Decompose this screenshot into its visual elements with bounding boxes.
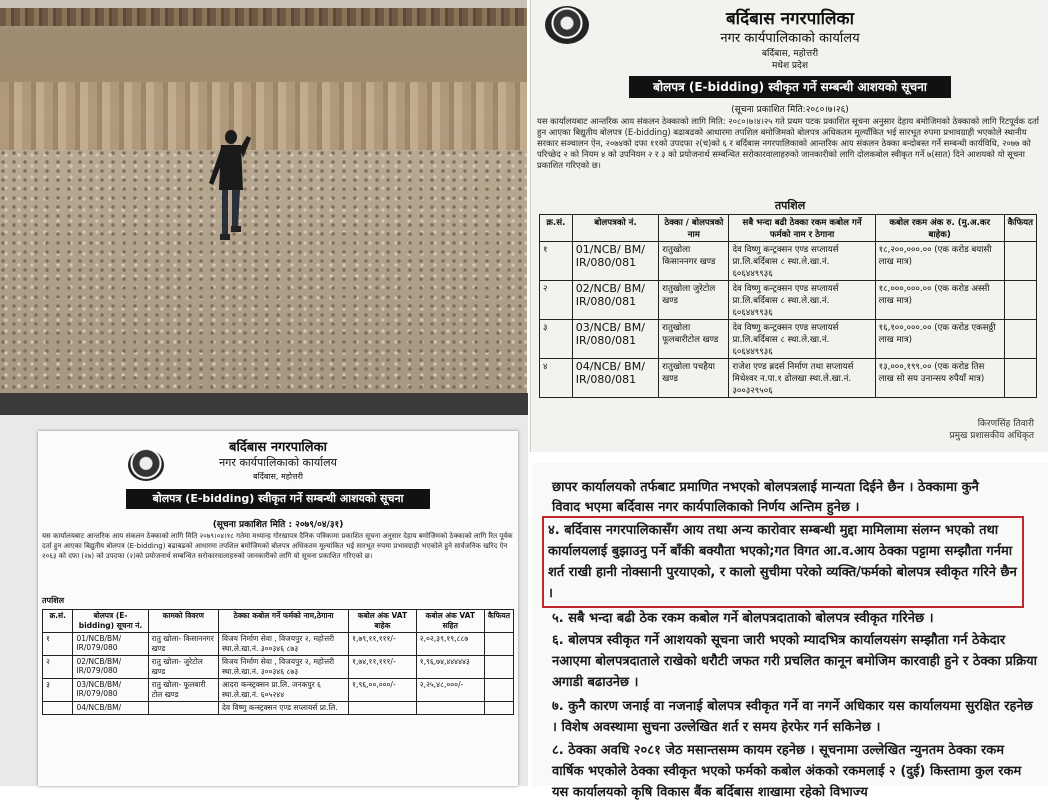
header-cell: क्र.सं. <box>540 215 573 242</box>
cell-firm: विजय निर्माण सेवा , विजयपुर २, महोत्तरी स्था.ले.खा.नं. ३००३४६ ८७३ <box>218 633 348 656</box>
cell-remark <box>1004 359 1036 398</box>
term-7: ७. कुनै कारण जनाई वा नजनाई बोलपत्र स्वीकृत गर्ने वा नगर्ने अधिकार यस कार्यालयमा सुरक्षित रहनेछ । विशेष अवस्थामा सुचना उल्लेखित शर्त र समय हेरफेर गर्न सकिनेछ । <box>552 699 1033 735</box>
gravel-riverbed <box>0 150 527 393</box>
cell-sn: ४ <box>540 359 573 398</box>
address-line-2: मधेश प्रदेश <box>772 61 808 71</box>
header-cell: कबोल रकम अंक रु. (मु.अ.कर बाहेक) <box>875 215 1004 242</box>
bid-table <box>42 609 514 715</box>
table-row <box>540 242 1037 281</box>
office-subtitle: नगर कार्यपालिकाको कार्यालय <box>219 456 337 469</box>
header-cell: ठेक्का / बोलपत्रको नाम <box>659 215 729 242</box>
cell-sn: ३ <box>540 320 573 359</box>
table-row <box>540 359 1037 398</box>
cell-remark <box>1004 281 1036 320</box>
cell-firm: राजेश एण्ड ब्रदर्स निर्माण तथा सप्लायर्स मिथेश्वर न.पा.१ ढोलखा स्था.ले.खा.नं. ३००३२९५०६ <box>729 359 875 398</box>
table-row <box>540 281 1037 320</box>
cell-firm: देव विष्णु कन्ट्रक्सन एण्ड सप्लायर्स प्रा.लि.बर्दिबास ८ स्था.ले.खा.नं. ६०६४४९९३६ <box>729 281 875 320</box>
notice-banner: बोलपत्र (E-bidding) स्वीकृत गर्ने सम्बन्धी आशयको सूचना <box>126 489 430 509</box>
cell-no: 03/NCB/ BM/ IR/080/081 <box>572 320 658 359</box>
header-cell: बोलपत्रको नं. <box>572 215 658 242</box>
tree-line <box>0 8 527 26</box>
cell-no: 02/NCB/BM/ IR/079/080 <box>73 656 148 679</box>
cell-amount: १६,१००,०००.०० (एक करोड एकसठ्ठी लाख मात्र) <box>875 320 1004 359</box>
header-cell: कैफियत <box>1004 215 1036 242</box>
notice-body: यस कार्यालयबाट आन्तरिक आय संकलन ठेक्काको लागि मिति २०७९।०४।१८ गतेमा मध्यान्ह गोरखापत्र दैनिक पत्रिकामा प्रकाशित सूचना अनुसार देहाय बमोजिमको ठेक्काको लागि रित पूर्वक दर्ता हुन आएका बिद्युतीय बोलपत्र (E-bidding) बढाबढको आधारमा तपशिल बमोजिमको बोलपत्र अधिकतम मूल्यांकित भई सारभूत रुपमा प्रभावग्राही भएकोले हुने सार्वजनिक खरिद ऐन २०६३ को दफा (२७) को उपदफा (२)को प्रयोजनार्थ सम्बन्धित सरोकारवालाहरुको जानकारीको लागि यो सूचना प्रकाशित गरिएको छ। <box>42 532 513 560</box>
cell-sn: २ <box>540 281 573 320</box>
cell-remark <box>484 656 513 679</box>
cell-remark <box>1004 242 1036 281</box>
cell-no: 01/NCB/BM/ IR/079/080 <box>73 633 148 656</box>
cell-remark <box>484 679 513 702</box>
cell-vat_ex: १,७४,११,१११/- <box>349 656 417 679</box>
table-row <box>43 656 514 679</box>
notice-top <box>530 0 1048 452</box>
term-8: ८. ठेक्का अवधि २०८१ जेठ मसान्तसम्म कायम रहनेछ । सूचनामा उल्लेखित न्युनतम ठेक्का रकम वार्षिक भएकोले ठेक्का स्वीकृत भएको फर्मको कबोल अंकको रकमलाई २ (दुई) किस्तामा कुल रकम यस कार्यालयको कृषि विकास बैंक बर्दिबास शाखामा रहेको विभाज्य <box>552 743 1022 800</box>
table-row <box>43 633 514 656</box>
cell-no: 03/NCB/BM/ IR/079/080 <box>73 679 148 702</box>
notice-page <box>38 431 518 786</box>
published-date: (सूचना प्रकाशित मिति:२०८०।७।२६) <box>731 105 849 115</box>
header-cell: कबोल अंक VAT सहित <box>416 610 484 633</box>
cell-amount: १८,०००,०००.०० (एक करोड अस्सी लाख मात्र) <box>875 281 1004 320</box>
cell-work: रातु खोला- जुरेटोल खण्ड <box>148 656 218 679</box>
signer-name: किरणसिंह तिवारी <box>977 419 1034 429</box>
term-5: ५. सबै भन्दा बढी ठेक रकम कबोल गर्ने बोलपत्रदाताको बोलपत्र स्वीकृत गरिनेछ । <box>552 611 934 626</box>
excavated-bank <box>0 82 527 154</box>
section-title: तपशिल <box>774 199 806 212</box>
cell-no: 01/NCB/ BM/ IR/080/081 <box>572 242 658 281</box>
cell-vat_in: १,९६,७४,४४४४४३ <box>416 656 484 679</box>
notice-banner: बोलपत्र (E-bidding) स्वीकृत गर्ने सम्बन्धी आशयको सूचना <box>629 76 951 98</box>
cell-vat_ex: १,७९,११,१११/- <box>349 633 417 656</box>
cell-sn <box>43 702 73 715</box>
cell-sn: ३ <box>43 679 73 702</box>
cell-work: रातु खोला- किसाननगर खण्ड <box>148 633 218 656</box>
cell-sn: १ <box>540 242 573 281</box>
header-cell: सबै भन्दा बढी ठेक्का रकम कबोल गर्ने फर्मको नाम र ठेगाना <box>729 215 875 242</box>
header-cell: ठेक्का कबोल गर्ने फर्मको नाम,ठेगाना <box>218 610 348 633</box>
term-6: ६. बोलपत्र स्वीकृत गर्ने आशयको सूचना जारी भएको म्यादभित्र कार्यालयसंग सम्झौता गर्न ठेकेदार नआएमा बोलपत्रदाताले राखेको धरौटी जफत गरी प्रचलित कानून बमोजिम कारवाही हुने र ठेक्का प्रक्रिया अगाडी बढाउनेछ । <box>552 633 1038 690</box>
header-cell: बोलपत्र (E-bidding) सूचना नं. <box>73 610 148 633</box>
table-row <box>43 702 514 715</box>
term-line: विवाद भएमा बर्दिवास नगर कार्यपालिकाको निर्णय अन्तिम हुनेछ । <box>552 500 860 515</box>
notice-terms-clip <box>532 463 1048 800</box>
cell-name: रातुखोला किसाननगर खण्ड <box>659 242 729 281</box>
table-header-row <box>43 610 514 633</box>
cell-work <box>148 702 218 715</box>
office-title: बर्दिबास नगरपालिका <box>725 9 855 29</box>
office-subtitle: नगर कार्यपालिकाको कार्यालय <box>720 31 860 46</box>
cell-amount: १८,२००,०००.०० (एक करोड बयासी लाख मात्र) <box>875 242 1004 281</box>
riverbed-photo <box>0 0 527 393</box>
cell-name: रातुखोला पचहैया खण्ड <box>659 359 729 398</box>
cell-no: 04/NCB/BM/ <box>73 702 148 715</box>
cell-remark <box>484 702 513 715</box>
cell-name: रातुखोला फूलबारीटोल खण्ड <box>659 320 729 359</box>
cell-firm: देव विष्णु कन्स्ट्रक्सन एण्ड सप्लायर्स प्रा.लि. <box>218 702 348 715</box>
bid-table <box>539 214 1037 398</box>
cell-no: 02/NCB/ BM/ IR/080/081 <box>572 281 658 320</box>
cell-vat_ex <box>349 702 417 715</box>
cell-firm: देव विष्णु कन्ट्रक्सन एण्ड सप्लायर्स प्रा.लि.बर्दिबास ८ स्था.ले.खा.नं. ६०६४४९९३६ <box>729 320 875 359</box>
cell-vat_in <box>416 702 484 715</box>
header-cell: क्र.सं. <box>43 610 73 633</box>
header-cell: कामको विवरण <box>148 610 218 633</box>
notice-bottom <box>0 393 528 786</box>
cell-sn: २ <box>43 656 73 679</box>
signer-title: प्रमुख प्रशासकीय अधिकृत <box>949 431 1034 441</box>
notice-body: यस कार्यालयबाट आन्तरिक आय संकलन ठेक्काको लागि मिति: २०८०।७।४।२५ गते प्रथम पटक प्रकाशित सूचना अनुसार देहाय बमोजिमको ठेक्काको लागि रिटपूर्वक दर्ता हुन आएका बिद्युतीय बोलपत्र (E-bidding) बढाबढको आधारमा तपशिल बमोजिमको बोलपत्र अधिकतम मूल्याँकित भई सारभूत रुपमा प्रभावग्राही भएकोले स्थानीय सरकार सञ्चालन ऐन, २०७४को दफा ११को उपदफा २(च)को ६ र बर्दिबास नगरपालिकाको आन्तरिक आय संकलन ठेक्का बन्दोबस्त गर्ने सम्बन्धी कार्यविधि, २०७७ को परिच्छेद २ को नियम ४ को उपनियम २ र ३ को प्रयोजनार्थ सम्बन्धित सरोकारवालाहरुको जानकारीको लागि दोलकबोल स्वीकृत गर्ने ७(सात) दिने आशयको यो सूचना प्रकाशित गरिएको छ। <box>537 116 1039 170</box>
cell-remark <box>1004 320 1036 359</box>
table-header-row <box>540 215 1037 242</box>
cell-vat_in: २,०२,३९,१९,८८७ <box>416 633 484 656</box>
term-4: ४. बर्दिवास नगरपालिकासँग आय तथा अन्य कारोवार सम्बन्धी मुद्दा मामिलामा संलग्न भएको तथा कार्यालयलाई बुझाउनु पर्ने बाँकी बक्यौता भएको;गत विगत आ.व.आय ठेक्का पट्टामा सम्झौता गर्नमा शर्त राखी हानी नोक्सानी पुरयाएको, र कालो सुचीमा परेको व्यक्ति/फर्मको बोलपत्र स्वीकृत गरिने छैन । <box>548 523 1017 601</box>
cell-no: 04/NCB/ BM/ IR/080/081 <box>572 359 658 398</box>
cell-firm: आदरा कन्स्ट्रक्सन प्रा.लि. जनकपुर ६ स्था.ले.खा.नं. ६०५२४४ <box>218 679 348 702</box>
office-title: बर्दिबास नगरपालिका <box>229 440 327 455</box>
table-row <box>43 679 514 702</box>
cell-sn: १ <box>43 633 73 656</box>
address-line-1: बर्दिबास, महोत्तरी <box>761 49 819 59</box>
cell-work: रातु खोला- फूलबारी टोल खण्ड <box>148 679 218 702</box>
cell-firm: विजय निर्माण सेवा , विजयपुर २, महोत्तरी स्था.ले.खा.नं. ३००३४६ ८७३ <box>218 656 348 679</box>
cell-remark <box>484 633 513 656</box>
screenshot-toolbar <box>0 393 528 415</box>
section-title: तपशिल <box>42 596 65 605</box>
header-cell: कबोल अंक VAT बाहेक <box>349 610 417 633</box>
cell-vat_ex: १,९६,००,०००/- <box>349 679 417 702</box>
term-line: छापर कार्यालयको तर्फबाट प्रमाणित नभएको बोलपत्रलाई मान्यता दिईने छैन । ठेक्कामा कुनै <box>552 480 979 495</box>
address-line: बर्दिबास, महोत्तरी <box>253 472 303 481</box>
header-cell: कैफियत <box>484 610 513 633</box>
table-row <box>540 320 1037 359</box>
cell-name: रातुखोला जुरेटोल खण्ड <box>659 281 729 320</box>
cell-firm: देव विष्णु कन्ट्रक्सन एण्ड सप्लायर्स प्रा.लि.बर्दिबास ८ स्था.ले.खा.नं. ६०६४४९९३६ <box>729 242 875 281</box>
cell-amount: १३,०००,१९९.०० (एक करोड तिस लाख सो सय उनान्सय रुपैयाँ मात्र) <box>875 359 1004 398</box>
person-icon <box>207 128 253 246</box>
cell-vat_in: २,२५,४८,०००/- <box>416 679 484 702</box>
published-date: (सूचना प्रकाशित मिति : २०७९/०४/३१) <box>212 520 344 530</box>
